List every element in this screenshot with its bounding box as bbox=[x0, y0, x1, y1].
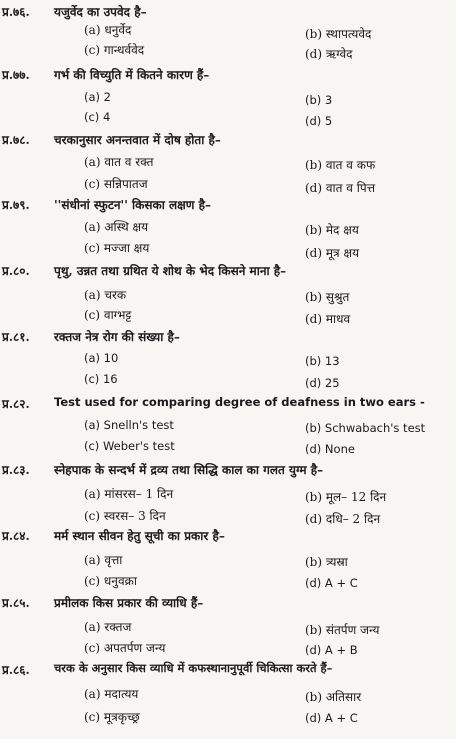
option-c: (c) सन्निपातज bbox=[84, 177, 148, 191]
option-d: (d) A + B bbox=[305, 643, 358, 657]
question-number: प्र.७९. bbox=[2, 198, 30, 212]
option-c: (c) गान्धर्ववेद bbox=[84, 43, 145, 57]
option-a: (a) अस्थि क्षय bbox=[84, 220, 149, 234]
question-text: मर्म स्थान सीवन हेतु सूची का प्रकार है– bbox=[54, 529, 225, 543]
option-b: (b) सुश्रुत bbox=[305, 290, 350, 304]
option-c: (c) वाग्भट्ट bbox=[84, 308, 132, 322]
question-text: पृथु, उन्नत तथा ग्रथित ये शोथ के भेद किसने माना है– bbox=[54, 264, 287, 278]
option-b: (b) मेद क्षय bbox=[305, 223, 359, 237]
option-a: (a) धनुर्वेद bbox=[84, 23, 132, 37]
option-a: (a) Snelln's test bbox=[84, 418, 174, 432]
question-number: प्र.८१. bbox=[2, 330, 30, 344]
option-d: (d) माधव bbox=[305, 312, 351, 326]
option-b: (b) 3 bbox=[305, 93, 333, 107]
option-c: (c) अपतर्पण जन्य bbox=[84, 641, 166, 655]
question-text: ''संधीनां स्फुटन'' किसका लक्षण है– bbox=[54, 198, 211, 212]
option-a: (a) रक्तज bbox=[84, 620, 132, 634]
option-a: (a) 2 bbox=[84, 90, 111, 104]
question-number: प्र.८४. bbox=[2, 529, 30, 543]
question-text: गर्भ की विच्युति में कितने कारण हैं– bbox=[54, 68, 210, 82]
option-a: (a) वृत्ता bbox=[84, 553, 123, 567]
question-text: प्रमीलक किस प्रकार की व्याधि हैं– bbox=[54, 596, 204, 610]
option-c: (c) स्वरस– 3 दिन bbox=[84, 509, 166, 523]
option-d: (d) None bbox=[305, 442, 355, 456]
option-d: (d) दधि– 2 दिन bbox=[305, 512, 381, 526]
option-c: (c) मूत्रकृच्छ्र bbox=[84, 710, 140, 724]
option-d: (d) A + C bbox=[305, 576, 358, 590]
option-d: (d) वात व पित्त bbox=[305, 181, 375, 195]
question-number: प्र.७८. bbox=[2, 133, 30, 147]
option-d: (d) 5 bbox=[305, 114, 333, 128]
option-a: (a) चरक bbox=[84, 288, 127, 302]
option-a: (a) 10 bbox=[84, 351, 119, 365]
option-b: (b) वात व कफ bbox=[305, 158, 376, 172]
question-number: प्र.८२. bbox=[2, 397, 30, 411]
option-c: (c) 16 bbox=[84, 372, 118, 386]
option-c: (c) मज्जा क्षय bbox=[84, 241, 150, 255]
question-text: चरक के अनुसार किस व्याधि में कफस्थानानुपूर्वी चिकित्सा करते हैं– bbox=[54, 661, 333, 675]
option-c: (c) 4 bbox=[84, 110, 111, 124]
option-a: (a) वात व रक्त bbox=[84, 155, 154, 169]
option-c: (c) धनुवक्रा bbox=[84, 574, 137, 588]
question-text: रक्तज नेत्र रोग की संख्या है– bbox=[54, 330, 180, 344]
option-b: (b) मूल– 12 दिन bbox=[305, 490, 387, 504]
question-number: प्र.७६. bbox=[2, 5, 30, 19]
option-b: (b) त्र्यस्रा bbox=[305, 555, 348, 569]
question-text: यजुर्वेद का उपवेद है– bbox=[54, 5, 147, 19]
option-a: (a) मदात्यय bbox=[84, 687, 139, 701]
option-b: (b) संतर्पण जन्य bbox=[305, 623, 380, 637]
question-number: प्र.७७. bbox=[2, 68, 30, 82]
option-d: (d) 25 bbox=[305, 376, 340, 390]
question-text: चरकानुसार अनन्तवात में दोष होता है– bbox=[54, 133, 221, 147]
option-d: (d) A + C bbox=[305, 711, 358, 725]
option-d: (d) ऋग्वेद bbox=[305, 47, 353, 61]
option-d: (d) मूत्र क्षय bbox=[305, 246, 360, 260]
option-b: (b) स्थापत्यवेद bbox=[305, 27, 372, 41]
question-number: प्र.८३. bbox=[2, 463, 30, 477]
option-b: (b) Schwabach's test bbox=[305, 421, 426, 435]
question-number: प्र.८०. bbox=[2, 264, 30, 278]
question-number: प्र.८५. bbox=[2, 596, 30, 610]
question-number: प्र.८६. bbox=[2, 663, 30, 677]
option-b: (b) अतिसार bbox=[305, 690, 362, 704]
question-text: स्नेहपाक के सन्दर्भ में द्रव्य तथा सिद्धि काल का गलत युग्म है– bbox=[54, 463, 324, 477]
option-a: (a) मांसरस– 1 दिन bbox=[84, 487, 174, 501]
question-text: Test used for comparing degree of deafness in two ears - bbox=[54, 395, 425, 409]
option-c: (c) Weber's test bbox=[84, 439, 175, 453]
option-b: (b) 13 bbox=[305, 354, 340, 368]
